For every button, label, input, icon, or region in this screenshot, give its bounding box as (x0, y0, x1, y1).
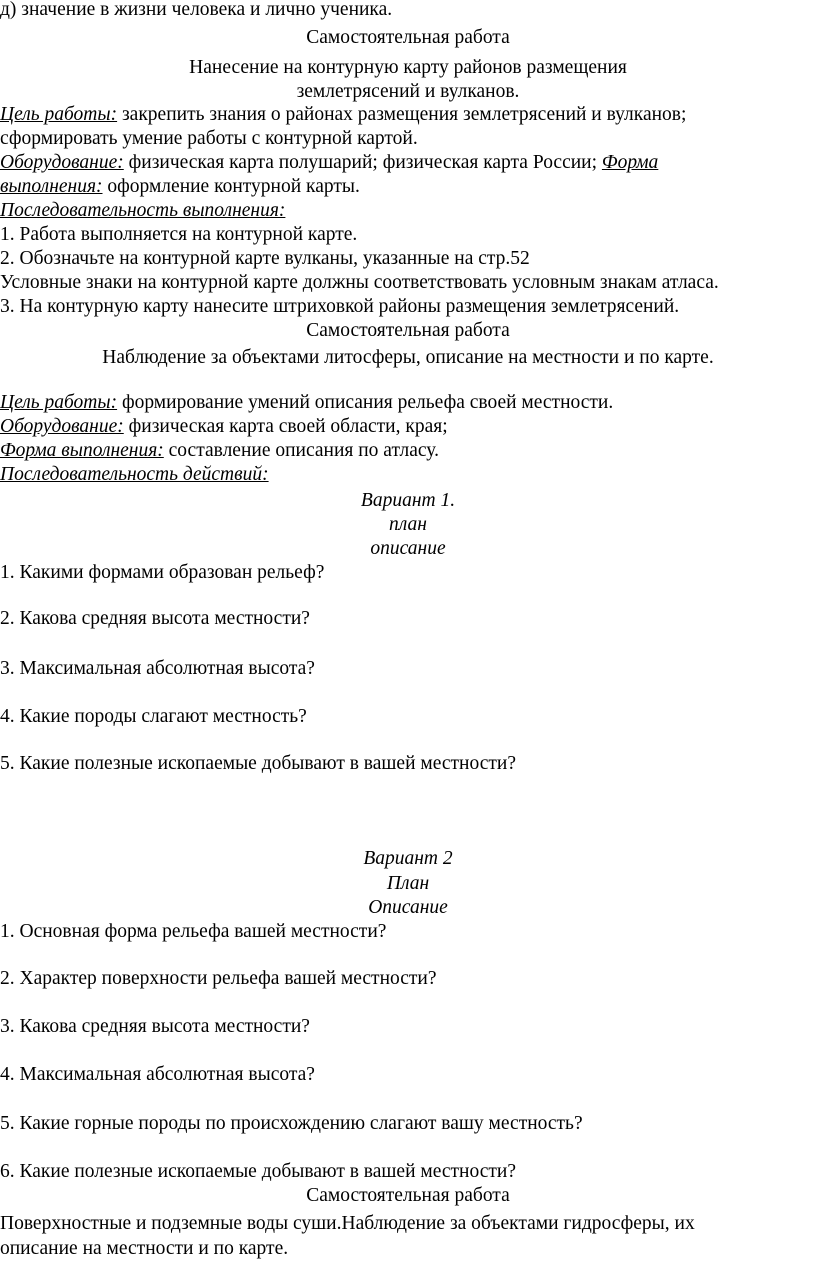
work1-form-label-part2: выполнения: (0, 176, 103, 197)
work2-equipment (0, 415, 816, 439)
work2-form-text: составление описания по атласу. (163, 440, 439, 461)
work2-goal-text: формирование умений описания рельефа своей местности. (117, 392, 614, 413)
work1-sequence-label-text: Последовательность выполнения: (0, 200, 286, 221)
variant2-plan: План (386, 873, 430, 894)
work1-form (0, 175, 816, 199)
work1-equipment-label: Оборудование: (0, 152, 124, 173)
work1-goal-text: закрепить знания о районах размещения землетрясений и вулканов; (117, 104, 687, 125)
work3-heading: Самостоятельная работа (306, 1185, 510, 1206)
work1-goal (0, 103, 816, 127)
work1-equipment (0, 151, 816, 175)
work1-form-label-part1: Форма (601, 152, 659, 173)
work1-step: 3. На контурную карту нанесите штриховкой районы размещения землетрясений. (0, 296, 680, 317)
work1-step: 1. Работа выполняется на контурной карте. (0, 224, 358, 245)
work1-step: Условные знаки на контурной карте должны соответствовать условным знакам атласа. (0, 272, 719, 293)
work1-goal-text-line2: сформировать умение работы с контурной картой. (0, 128, 418, 149)
work1-title-line2: землетрясений и вулканов. (296, 81, 520, 102)
work1-goal-label: Цель работы: (0, 104, 118, 125)
intro-line: д) значение в жизни человека и лично ученика. (0, 0, 393, 20)
variant1-question: 5. Какие полезные ископаемые добывают в вашей местности? (0, 753, 516, 774)
variant1-description: описание (370, 538, 446, 559)
variant2-question: 4. Максимальная абсолютная высота? (0, 1064, 315, 1085)
variant1-question: 1. Какими формами образован рельеф? (0, 562, 325, 583)
variant1-title: Вариант 1. (360, 490, 456, 511)
work2-heading: Самостоятельная работа (306, 320, 510, 341)
work1-heading: Самостоятельная работа (306, 27, 510, 48)
work1-equipment-text: физическая карта полушарий; физическая карта России; (123, 152, 602, 173)
variant2-question: 5. Какие горные породы по происхождению слагают вашу местность? (0, 1113, 583, 1134)
variant1-question: 2. Какова средняя высота местности? (0, 608, 310, 629)
work3-title-line2: описание на местности и по карте. (0, 1238, 289, 1259)
variant2-question: 1. Основная форма рельефа вашей местности? (0, 921, 387, 942)
work2-title: Наблюдение за объектами литосферы, описание на местности и по карте. (102, 347, 714, 368)
work2-equipment-label: Оборудование: (0, 416, 124, 437)
work2-goal-label: Цель работы: (0, 392, 118, 413)
variant1-question: 3. Максимальная абсолютная высота? (0, 658, 315, 679)
variant1-question: 4. Какие породы слагают местность? (0, 706, 307, 727)
work1-sequence-label (0, 199, 816, 223)
work2-form-label: Форма выполнения: (0, 440, 164, 461)
work1-title-line1: Нанесение на контурную карту районов размещения (189, 57, 627, 78)
variant2-question: 6. Какие полезные ископаемые добывают в вашей местности? (0, 1161, 516, 1182)
variant1-plan: план (389, 514, 427, 535)
variant2-question: 3. Какова средняя высота местности? (0, 1016, 310, 1037)
work2-sequence-label (0, 463, 816, 487)
work2-form (0, 439, 816, 463)
work2-equipment-text: физическая карта своей области, края; (123, 416, 448, 437)
work1-step: 2. Обозначьте на контурной карте вулканы, указанные на стр.52 (0, 248, 530, 269)
work3-title-line1: Поверхностные и подземные воды суши.Наблюдение за объектами гидросферы, их (0, 1213, 695, 1234)
work2-goal (0, 391, 816, 415)
work1-form-text: оформление контурной карты. (102, 176, 360, 197)
variant2-question: 2. Характер поверхности рельефа вашей местности? (0, 968, 437, 989)
variant2-title: Вариант 2 (363, 848, 453, 869)
variant2-description: Описание (368, 897, 448, 918)
work2-sequence-label-text: Последовательность действий: (0, 464, 269, 485)
